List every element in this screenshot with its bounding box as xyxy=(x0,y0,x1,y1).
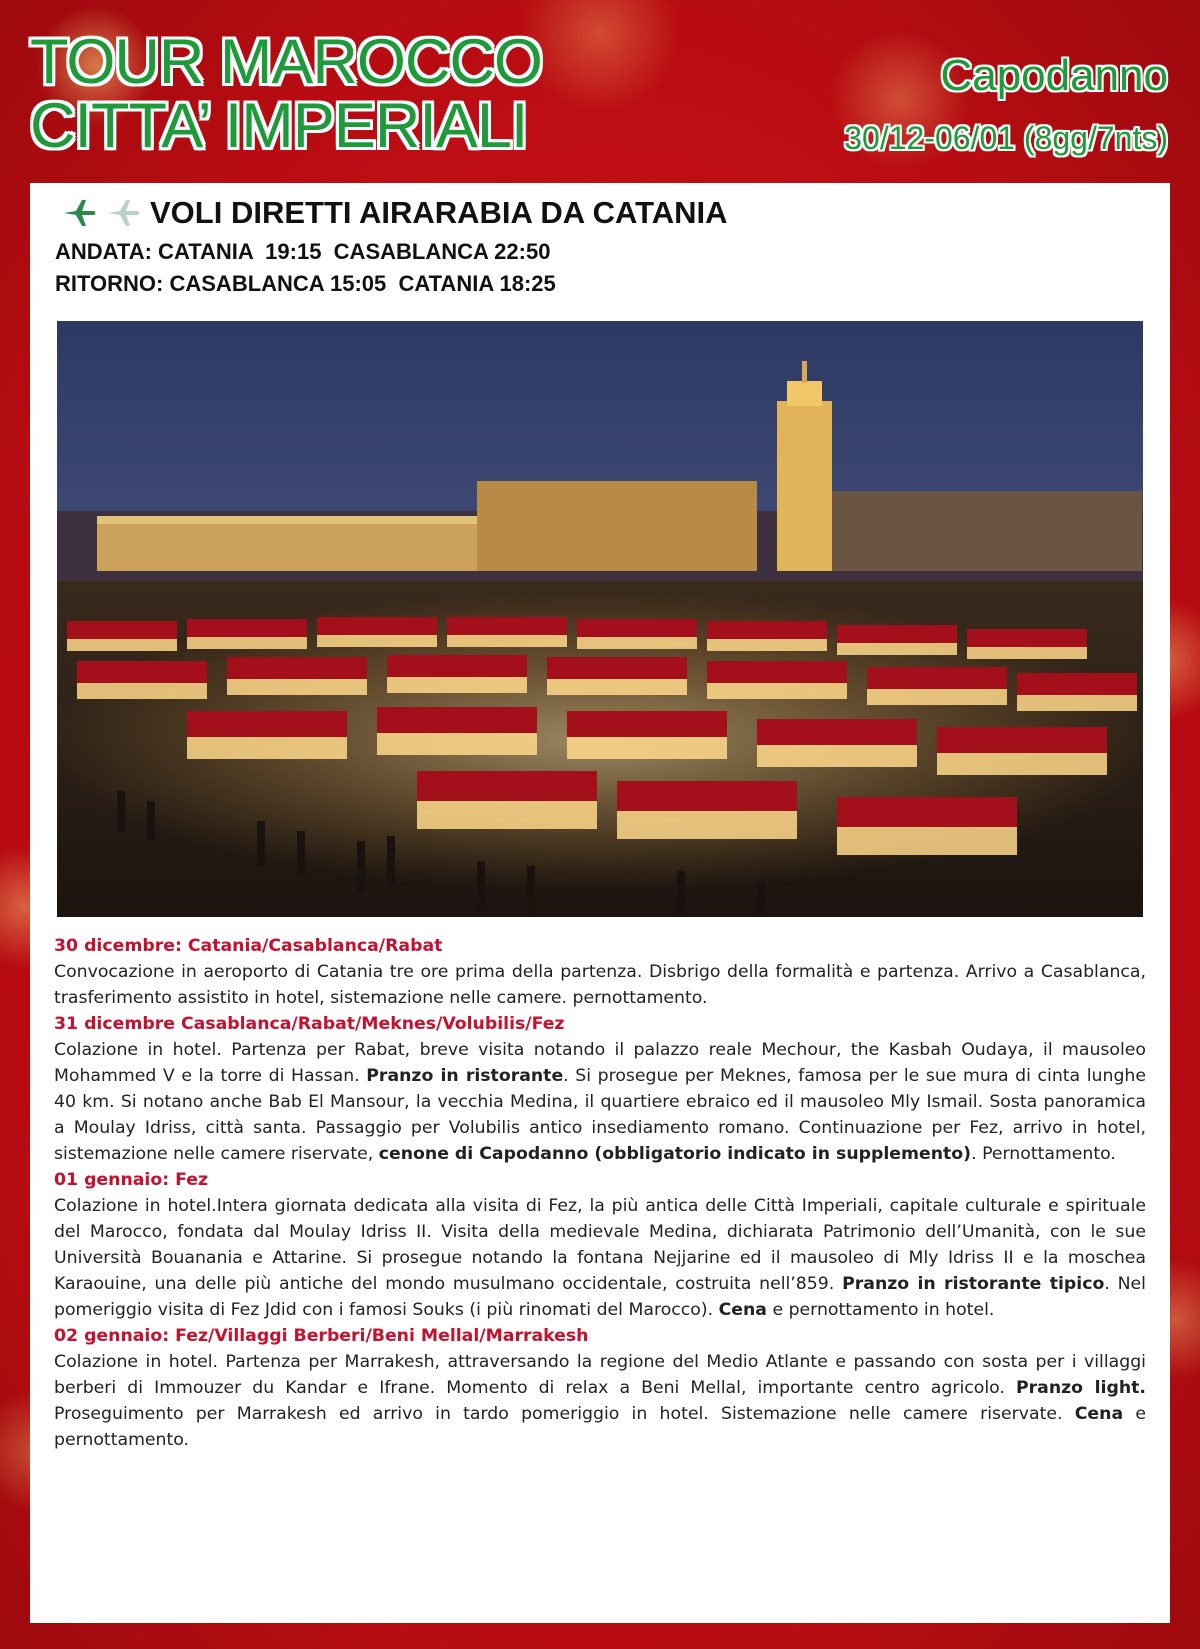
description-text: . Nel pomeriggio visita di Fez Jdid con i famosi Souks (i più rinomati del Marocco). xyxy=(54,1274,1146,1320)
description-text: Colazione in hotel. Partenza per Marrakesh, attraversando la regione del Medio Atlante e passando con sosta per i villaggi berberi di Immouzer du Kandar e Ifrane. Momento di relax a Beni Mellal, importante centro agricolo. xyxy=(54,1352,1146,1398)
return-flight: RITORNO: CASABLANCA 15:05 CATANIA 18:25 xyxy=(55,271,556,296)
day-heading: 02 gennaio: Fez/Villaggi Berberi/Beni Mellal/Marrakesh xyxy=(54,1326,589,1346)
tour-title xyxy=(30,27,542,161)
tour-dates: 30/12-06/01 (8gg/7nts) xyxy=(844,120,1168,156)
flights-heading: VOLI DIRETTI AIRARABIA DA CATANIA xyxy=(150,195,728,230)
highlight-text: Cena xyxy=(718,1300,767,1320)
description-text: . Si prosegue per Meknes, famosa per le sue mura di cinta lunghe 40 km. Si notano anche Bab El Mansour, la vecchia Medina, il quartiere ebraico ed il mausoleo Mly Ismail. Sosta panoramica a Moulay Idriss, città santa. Passaggio per Volubilis antico insediamento romano. Continuazione per Fez, arrivo in hotel, sistemazione nelle camere riservate, xyxy=(54,1066,1146,1164)
day-description xyxy=(54,1349,1146,1453)
description-text: e pernottamento. xyxy=(54,1404,1146,1450)
description-text: . Pernottamento. xyxy=(971,1144,1116,1164)
tour-title-line2: CITTA’ IMPERIALI xyxy=(30,91,528,161)
highlight-text: Pranzo light. xyxy=(1015,1378,1146,1398)
description-text: e pernottamento in hotel. xyxy=(766,1300,995,1320)
description-text: Colazione in hotel.Intera giornata dedicata alla visita di Fez, la più antica delle Città Imperiali, capitale culturale e spirituale del Marocco, fondata dal Moulay Idriss II. Visita della medievale Medina, dichiarata Patrimonio dell’Umanità, con le sue Università Bouanania e Attarine. Si prosegue notando la fontana Nejjarine ed il mausoleo di Mly Idriss II e la moschea Karaouine, una delle più antiche del mondo musulmano occidentale, costruita nell’859. xyxy=(54,1196,1146,1294)
description-text: Convocazione in aeroporto di Catania tre ore prima della partenza. Disbrigo della formalità e partenza. Arrivo a Casablanca, trasferimento assistito in hotel, sistemazione nelle camere. pernottamento. xyxy=(54,962,1146,1008)
description-text: Colazione in hotel. Partenza per Rabat, breve visita notando il palazzo reale Mechour, the Kasbah Oudaya, il mausoleo Mohammed V e la torre di Hassan. xyxy=(54,1040,1146,1086)
highlight-text: cenone di Capodanno (obbligatorio indicato in supplemento) xyxy=(378,1144,972,1164)
capodanno-label: Capodanno xyxy=(940,51,1168,100)
outbound-flight: ANDATA: CATANIA 19:15 CASABLANCA 22:50 xyxy=(55,239,551,264)
day-heading: 31 dicembre Casablanca/Rabat/Meknes/Volubilis/Fez xyxy=(54,1014,565,1034)
day-description xyxy=(54,1193,1146,1323)
tour-title-line1: TOUR MAROCCO xyxy=(30,27,542,97)
plane-icon xyxy=(106,198,142,228)
flights-heading-row xyxy=(62,195,727,231)
day-heading: 01 gennaio: Fez xyxy=(54,1170,209,1190)
day-description xyxy=(54,1037,1146,1167)
highlight-text: Pranzo in ristorante xyxy=(366,1066,564,1086)
description-text: Proseguimento per Marrakesh ed arrivo in tardo pomeriggio in hotel. Sistemazione nelle camere riservate. xyxy=(54,1404,1075,1424)
itinerary xyxy=(54,933,1146,1453)
highlight-text: Pranzo in ristorante tipico xyxy=(842,1274,1105,1294)
marrakesh-night-market-photo xyxy=(57,321,1143,917)
highlight-text: Cena xyxy=(1074,1404,1124,1424)
day-heading: 30 dicembre: Catania/Casablanca/Rabat xyxy=(54,936,443,956)
tour-dates-block xyxy=(844,50,1168,160)
content-panel xyxy=(30,183,1170,1623)
day-description xyxy=(54,959,1146,1011)
plane-icon xyxy=(62,198,98,228)
